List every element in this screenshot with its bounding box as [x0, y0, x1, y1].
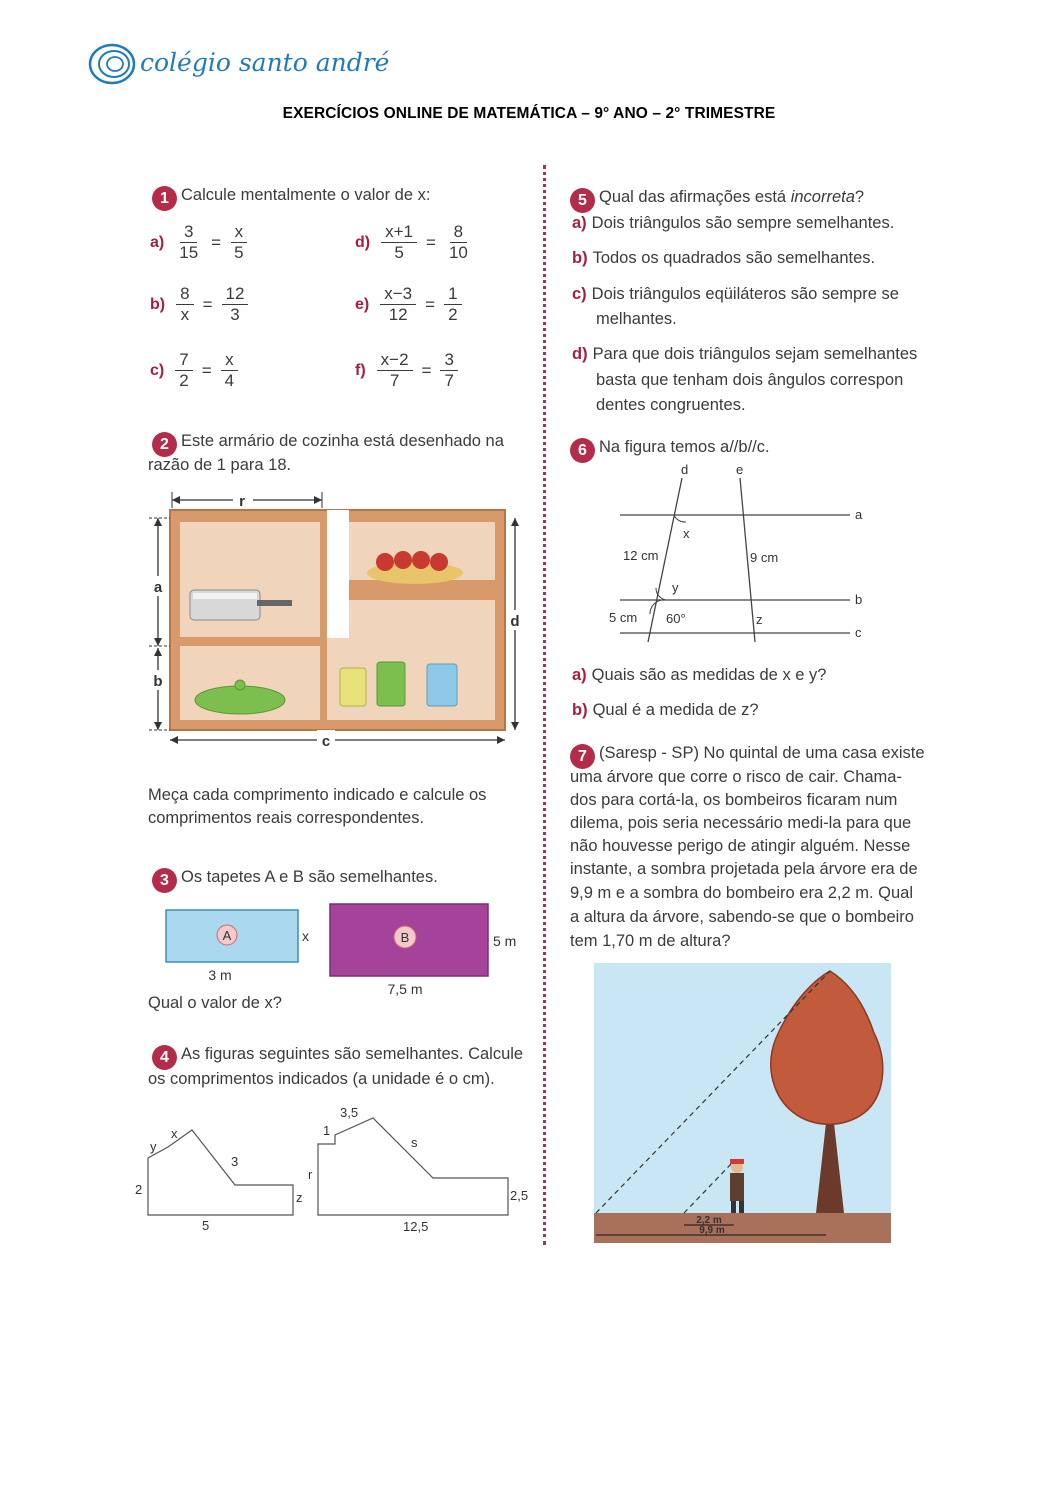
q2-instruction2: comprimentos reais correspondentes.: [148, 809, 425, 827]
rug-a-width: 3 m: [208, 967, 232, 983]
q5-heading: 5 Qual das afirmações está incorreta?: [570, 186, 864, 213]
svg-text:12,5: 12,5: [403, 1219, 429, 1234]
q5-option-c-cont: melhantes.: [596, 310, 677, 328]
parallel-lines-figure: [600, 460, 870, 645]
q5-option-d-cont1: basta que tenham dois ângulos correspon: [596, 371, 904, 389]
q7-number: 7: [570, 744, 595, 769]
svg-text:A: A: [222, 928, 232, 943]
svg-text:1: 1: [323, 1123, 331, 1138]
tree-shadow-figure: [594, 963, 891, 1243]
rug-a-height: x: [302, 928, 309, 944]
dim-b: b: [153, 673, 163, 690]
svg-text:2: 2: [135, 1182, 143, 1197]
q1-prompt: Calcule mentalmente o valor de x:: [181, 186, 431, 204]
svg-text:60°: 60°: [666, 611, 686, 626]
rug-b-width: 7,5 m: [387, 981, 423, 997]
q6-number: 6: [570, 438, 595, 463]
page-title: EXERCÍCIOS ONLINE DE MATEMÁTICA – 9° ANO – 2° TRIMESTRE: [282, 105, 776, 122]
svg-text:x: x: [683, 526, 690, 541]
q2-line2: razão de 1 para 18.: [148, 456, 292, 474]
q7-line5: não houvesse perigo de atingir alguém. Nesse: [570, 837, 911, 855]
svg-text:z: z: [756, 612, 763, 627]
q5-option-d: d) Para que dois triângulos sejam semelhantes: [572, 345, 918, 363]
rug-b-height: 5 m: [493, 933, 517, 949]
q1-item-a: a) $\frac{3}{15}$ = $\frac{x}{5}$: [150, 222, 251, 263]
q6-question-a: a) Quais são as medidas de x e y?: [572, 666, 827, 684]
rugs-figure: [160, 900, 530, 1000]
q2-instruction1: Meça cada comprimento indicado e calcule os: [148, 786, 487, 804]
q4-line2: os comprimentos indicados (a unidade é o cm).: [148, 1070, 495, 1088]
svg-text:s: s: [411, 1135, 418, 1150]
school-logo: [88, 38, 390, 90]
q5-option-a: a) Dois triângulos são sempre semelhantes.: [572, 214, 895, 232]
q6-prompt: Na figura temos a//b//c.: [599, 438, 770, 456]
svg-text:y: y: [150, 1139, 157, 1154]
svg-text:2,5: 2,5: [510, 1188, 529, 1203]
q6-heading: [570, 436, 770, 463]
svg-text:5 cm: 5 cm: [609, 610, 638, 625]
q4-number: 4: [152, 1045, 177, 1070]
q3-prompt: Os tapetes A e B são semelhantes.: [181, 868, 438, 886]
svg-text:3: 3: [231, 1154, 239, 1169]
svg-text:b: b: [855, 592, 863, 607]
dim-a: a: [153, 579, 163, 596]
svg-text:x: x: [171, 1126, 178, 1141]
figure-1: [148, 1130, 293, 1215]
q4-heading: [152, 1043, 523, 1070]
q2-line1: Este armário de cozinha está desenhado na: [181, 432, 504, 450]
figure-2: [318, 1118, 508, 1215]
svg-text:9 cm: 9 cm: [750, 550, 779, 565]
svg-text:a: a: [855, 507, 863, 522]
q7-line9: tem 1,70 m de altura?: [570, 932, 731, 950]
q3-number: 3: [152, 868, 177, 893]
svg-text:5: 5: [202, 1218, 210, 1233]
svg-text:12 cm: 12 cm: [623, 548, 659, 563]
q7-line4: dilema, pois seria necessário medi-la para que: [570, 814, 912, 832]
q1-item-e: e) $\frac{x-3}{12}$ = $\frac{1}{2}$: [355, 284, 465, 325]
similar-figures: [130, 1100, 540, 1235]
q4-line1: As figuras seguintes são semelhantes. Calcule: [181, 1045, 524, 1063]
svg-text:c: c: [855, 625, 862, 640]
q1-item-f: f) $\frac{x-2}{7}$ = $\frac{3}{7}$: [355, 350, 461, 391]
q1-heading: [152, 184, 430, 211]
svg-text:e: e: [736, 462, 744, 477]
q7-line8: a altura da árvore, sabendo-se que o bombeiro: [570, 908, 914, 926]
q1-number: 1: [152, 186, 177, 211]
q5-number: 5: [570, 188, 595, 213]
svg-text:3,5: 3,5: [340, 1105, 359, 1120]
q1-item-b: b) $\frac{8}{x}$ = $\frac{12}{3}$: [150, 284, 251, 325]
q5-option-d-cont2: dentes congruentes.: [596, 396, 746, 414]
q7-line1: 7 (Saresp - SP) No quintal de uma casa existe: [570, 742, 925, 769]
dim-r: r: [239, 493, 245, 510]
logo-swirl-icon: [88, 38, 138, 90]
q2-number: 2: [152, 432, 177, 457]
q1-item-c: c) $\frac{7}{2}$ = $\frac{x}{4}$: [150, 350, 241, 391]
q7-line3: dos para cortá-la, os bombeiros ficaram num: [570, 791, 898, 809]
dim-c: c: [321, 733, 331, 750]
q1-item-d: d) $\frac{x+1}{5}$ = $\frac{8}{10}$: [355, 222, 468, 262]
q7-line7: 9,9 m e a sombra do bombeiro era 2,2 m. Qual: [570, 884, 914, 902]
svg-text:B: B: [400, 930, 410, 945]
q6-question-b: b) Qual é a medida de z?: [572, 701, 759, 719]
q3-question: Qual o valor de x?: [148, 994, 282, 1012]
svg-text:d: d: [681, 462, 689, 477]
shadow-firefighter: 2,2 m: [696, 1215, 722, 1226]
column-divider: [543, 165, 547, 1245]
dim-d: d: [510, 613, 520, 630]
q5-option-b: b) Todos os quadrados são semelhantes.: [572, 249, 876, 267]
q7-line2: uma árvore que corre o risco de cair. Chama-: [570, 768, 902, 786]
shadow-tree: 9,9 m: [699, 1225, 725, 1236]
q5-option-c: c) Dois triângulos eqüiláteros são sempre se: [572, 285, 899, 303]
q7-line6: instante, a sombra projetada pela árvore era de: [570, 860, 918, 878]
school-name: colégio santo andré: [140, 48, 390, 77]
svg-text:z: z: [296, 1190, 303, 1205]
cabinet-figure: [145, 488, 535, 758]
svg-text:r: r: [308, 1167, 313, 1182]
q3-heading: [152, 866, 438, 893]
q2-heading: [152, 430, 504, 457]
svg-text:y: y: [672, 580, 679, 595]
